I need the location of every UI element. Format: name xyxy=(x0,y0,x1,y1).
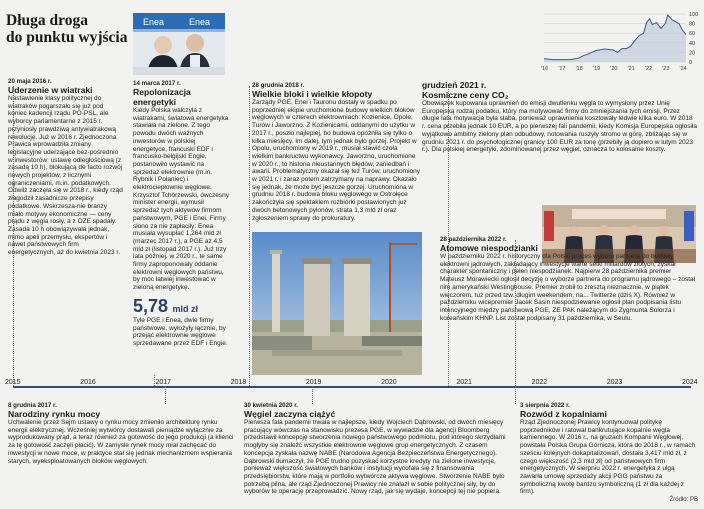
chart-x-tick-label: '16 xyxy=(541,66,549,72)
chart-y-tick-label: 60 xyxy=(689,31,696,38)
chart-y-tick-label: 100 xyxy=(689,12,699,18)
article-body: Zarządy PGE, Enei i Tauronu dostały w spadku po poprzedniej ekipie uruchomione budowy wielkich bloków węglowych w czterech elektrowniach: Kozienice, Opole, Turów i Jaworzno. Z Kozienicami, oddanymi do użytku w 2017 r., poszło najlepiej, bo budowa opóźniła się tylko o kilka miesięcy. Im dalej, tym jednak było gorzej. Projekt w Opolu, uruchomiony w 2019 r., musiał stawić czoła wielkim bankructwu wykonawcy. Jaworzno, uruchomione w 2020 r., to historia nieustannych błędów, zaniedbań i awarii. Problematyczny okazał się też Turów, uruchomiony w 2021 r. i zaraz potem zatrzymany na naprawy. Okazało się jednak, że może być jeszcze gorzej. Uruchomiona w grudniu 2018 r. budowa bloku węglowego w Ostrołęce zakończyła się spektaklem rozbiórki postawionych już dwóch betonowych pylonów, strata 1,3 mld zł oraz zgłoszeniem sprawy do prokuratury. xyxy=(252,99,420,222)
article-wiatraki xyxy=(8,78,123,257)
chart-x-tick-label: '21 xyxy=(627,66,635,72)
article-body: Obowiązek kupowania uprawnień do emisji dwutlenku węgla to wymysłony przez Unię Europejską rodzaj podatku, który ma motywować firmy do zmniejszania tych emisji. Przez długie lata motywacja była słaba, ponieważ uprawnienia kosztowały ledwie kilka euro. W 2018 r. cena przebiła jednak 10 EUR, a po pierwszej fali pandemii, kiedy Komisja Europejska ogłosiła wyjątkowo ambitny zielony plan odbudowy, notowania ruszyły stromo w górę, zbliżając się w grudniu 2021 r. do psychologicznej granicy 100 EUR za tonę (przebiły ją dopiero w lutym 2023 r.). Dla polskiej energetyki, zdominowanej przez węgiel, oznacza to kolosalne koszty. xyxy=(422,100,697,154)
timeline-year-label: 2022 xyxy=(531,379,548,386)
article-heading: Repolonizacja energetyki xyxy=(133,87,191,107)
connector xyxy=(448,86,449,386)
co2-price-chart xyxy=(536,10,700,74)
article-date: 14 marca 2017 r. xyxy=(133,80,181,87)
article-co2 xyxy=(422,80,698,154)
source-note: Źródło: PB xyxy=(669,497,698,503)
chart-x-tick-label: '19 xyxy=(592,66,601,72)
connector xyxy=(515,386,516,404)
highlight-box xyxy=(133,296,229,348)
timeline-year-label: 2021 xyxy=(456,379,472,386)
chart-x-tick-label: '23 xyxy=(662,66,670,72)
title-line-2: do punktu wyjścia xyxy=(6,29,128,46)
chart-x-tick-label: '18 xyxy=(575,66,583,72)
article-body: Kiedy Polska walczyła z wiatrakami, światowa energetyka stawiała na zielone. Z tego powodu dwóch ważnych inwestorów w polskiej energetyce, francuski EDF i francusko-belgijski Engie, postanowiło wystawić na sprzedaż elektrownie (m.in. Rybnik i Połaniec) i elektrociepłownie węglowe. Krzysztof Tchórzewski, ówczesny minister energii, wymusił sprzedaż tych aktywów firmom państwowym, PGE i Enei. Firmy słono za nie zapłaciły: Enea musiała wysupłać 1,264 mld zł (marzec 2017 r.), a PGE aż 4,5 mld zł (listopad 2017 r.). Już trzy lata później, w 2020 r., te same firmy zaproponowały oddanie elektrowni węglowych państwu, by móc łatwiej inwestować w zieloną energetykę. xyxy=(133,107,229,292)
timeline-year-label: 2018 xyxy=(230,379,247,386)
chart-x-tick-label: '24 xyxy=(679,66,687,72)
chart-y-tick-label: 0 xyxy=(689,60,693,66)
chart-x-tick-label: '22 xyxy=(644,66,653,72)
connector xyxy=(249,86,250,386)
enea-logo: Enea xyxy=(189,17,211,27)
chart-y-tick-label: 80 xyxy=(689,21,696,28)
connector xyxy=(154,375,155,386)
timeline-year-label: 2023 xyxy=(606,379,623,386)
timeline-axis xyxy=(13,386,690,388)
timeline-year-label: 2020 xyxy=(381,379,397,386)
title-line-1: Długa droga xyxy=(6,12,88,29)
article-date: grudzień 2021 r. xyxy=(422,80,487,90)
article-atom xyxy=(440,236,697,322)
highlight-unit: mld zł xyxy=(172,304,199,314)
enea-logo: Enea xyxy=(143,17,165,27)
article-body: Pierwsza fala pandemii trwała w najlepsze, kiedy Wojciech Dąbrowski, od dwóch miesięcy pracujący wówczas na stanowisku prezesa PGE, w wywiadzie dla agencji Bloomberg przedstawił koncepcję stworzenia nowego państwowego podmiotu, pod którego skrzydłami mogłyby się znaleźć wszystkie elektrownie węglowe grup energetycznych. Z czasem koncepcja zyskała nazwę NABE (Narodowa Agencja Bezpieczeństwa Energetycznego). Dąbrowski tłumaczył, że PGE trudno pozyskać korzystne kredyty na zielone inwestycje, ponieważ większość światowych banków i instytucji wycofała się z finansowania przedsiębiorstw, które mają w portfolio wytwórcze aktywa węglowe. Stworzenie NABE było potrzebą pilna, ale rząd Zjednoczonej Prawicy nie znalazł w sobie politycznej siły, by do wyborów te operację przeprowadzić. Nowy rząd, jak się wydaje, koncepcji tej nie popiera. xyxy=(244,419,506,496)
photo-ostroleka-construction xyxy=(252,232,422,375)
article-date: 30 kwietnia 2020 r. xyxy=(244,402,299,409)
article-rynek-mocy xyxy=(8,402,234,465)
photo-enea-press xyxy=(133,13,225,75)
co2-chart-svg xyxy=(536,10,700,74)
article-repolonizacja xyxy=(133,80,229,292)
article-wegiel xyxy=(244,402,512,496)
connector xyxy=(13,86,14,386)
article-kopalnie xyxy=(520,402,696,496)
article-heading: Narodziny rynku mocy xyxy=(8,409,101,419)
chart-y-tick-label: 20 xyxy=(689,50,696,57)
article-heading: Węgiel zaczyna ciążyć xyxy=(244,409,336,419)
timeline-year-label: 2016 xyxy=(80,379,96,386)
timeline-year-label: 2017 xyxy=(155,379,172,386)
timeline-year-label: 2019 xyxy=(305,379,322,386)
article-date: 20 maja 2016 r. xyxy=(8,78,52,85)
article-heading: Uderzenie w wiatraki xyxy=(8,85,93,95)
article-body: Uchwalenie przez Sejm ustawy o rynku mocy zmieniło architekturę rynku energii elektrycznej. Wcześniej wytwórcy dostawali pieniądze wyłącznie za wyprodukowany prąd, a teraz również za gotowość do jego produkcji (a klienci za tę gotowość zaczęli płacić). W zamysle rynek mocy miał zachęcać do inwestycji w nowe moce, w praktyce stał się jednak mechanizmem wspierania starych, wyeksploatowanych bloków węglowych. xyxy=(8,419,234,465)
chart-x-tick-label: '17 xyxy=(558,66,566,72)
connector xyxy=(515,240,516,386)
article-date: 3 sierpnia 2022 r. xyxy=(520,402,570,409)
article-bloki xyxy=(252,82,420,222)
article-heading: Kosmiczne ceny CO₂ xyxy=(422,90,509,100)
timeline-year-label: 2015 xyxy=(5,379,21,386)
article-body: W październiku 2022 r. historyczny dla Polski proces wyboru partnera do budowy elektrowni jądrowych, zakładający inwestycje warte setki miliardów złotych, zyskał charakter spontaniczny i pełen niespodzianek. Najpierw 28 października premier Mateusz Morawiecki ogłosił decyzję o wyborze partnera do programu jądrowego – został nim amerykański Westinghouse. Premier zrobił to zresztą nieznacznie, w piątek wieczorem, tuż przed tzw. długim weekendem, na... Twitterze (dziś X). Również w październiku wicepremier Jacek Sasin niespodziewanie ogłosił plan podpisania listu intencyjnego między państwową PGE, ZE PAK należącym do Zygmunta Solorza i koreańskim KHNP. List został podpisany 31 października, w Seulu. xyxy=(440,253,696,322)
article-date: 28 października 2022 r. xyxy=(440,236,507,243)
page-title xyxy=(6,12,127,46)
highlight-text: Tyle PGE i Enea, dwie firmy państwowe, wyłożyły łącznie, by przejąć elektrownie węglowe sprzedawane przez EDF i Engie. xyxy=(133,317,228,348)
article-body: Nastawienie klasy politycznej do wiatraków pogarszało się już pod koniec kadencji rządu PO-PSL, ale wyborcy parlamentarne z 2015 r. przyniosły prawdziwą antywiatrakową rewolucję. Już w 2016 r. Zjednoczona Prawica wprowadziła zmiany legislacyjne uderzające bez-pośrednio w inwestorów: ustawę odległościową (z zasadą 10 h), blokującą de facto rozwój nowych projektów, z licznymi ograniczeniami, m.in. podatkowych. Odwilż zaczęła się w 2018 r., kiedy rząd złagodził zasadnicze przepisy podatkowe. Wskrzesza-nie branży miało motywy ekonomiczne — ceny prądu z węgla rosły, a z OZE spadały. Zasada 10 h obowiązywała jednak, mimo apeli przemysłu, ekspertów i nawet państwowych firm energetycznych, aż do kwietnia 2023 r. xyxy=(8,95,123,257)
highlight-value: 5,78 xyxy=(133,296,169,316)
article-date: 28 grudnia 2018 r. xyxy=(252,82,305,89)
timeline-year-label: 2024 xyxy=(682,379,698,386)
article-date: 8 grudnia 2017 r. xyxy=(8,402,57,409)
article-heading: Wielkie bloki i wielkie kłopoty xyxy=(252,89,373,99)
chart-x-tick-label: '20 xyxy=(610,66,618,72)
article-body: Rząd Zjednoczonej Prawicy kontynuował politykę poprzedników i ratował bankrutujące kopalnie węgla kamiennego. W 2016 r., na gruzach Kompanii Węglowej, powstała Polska Grupa Górnicza, która do 2018 r., w ramach sześciu kolejnych dokapitalizowań, dostała 3,417 mld zł, z czego większość (2,3 mld zł) od państwowych firm energetycznych. W sierpniu 2022 r. energetyka z ulgą zawarła umowę sprzedaży akcji PGG państwu za symboliczną kwotę bardzo symboliczną (1 zł dla każdej z firm). xyxy=(520,419,696,496)
article-heading: Atomowe niespodzianki xyxy=(440,243,538,253)
chart-y-tick-label: 40 xyxy=(689,40,696,47)
article-heading: Rozwód z kopalniami xyxy=(520,409,607,419)
chart-area xyxy=(544,15,686,62)
